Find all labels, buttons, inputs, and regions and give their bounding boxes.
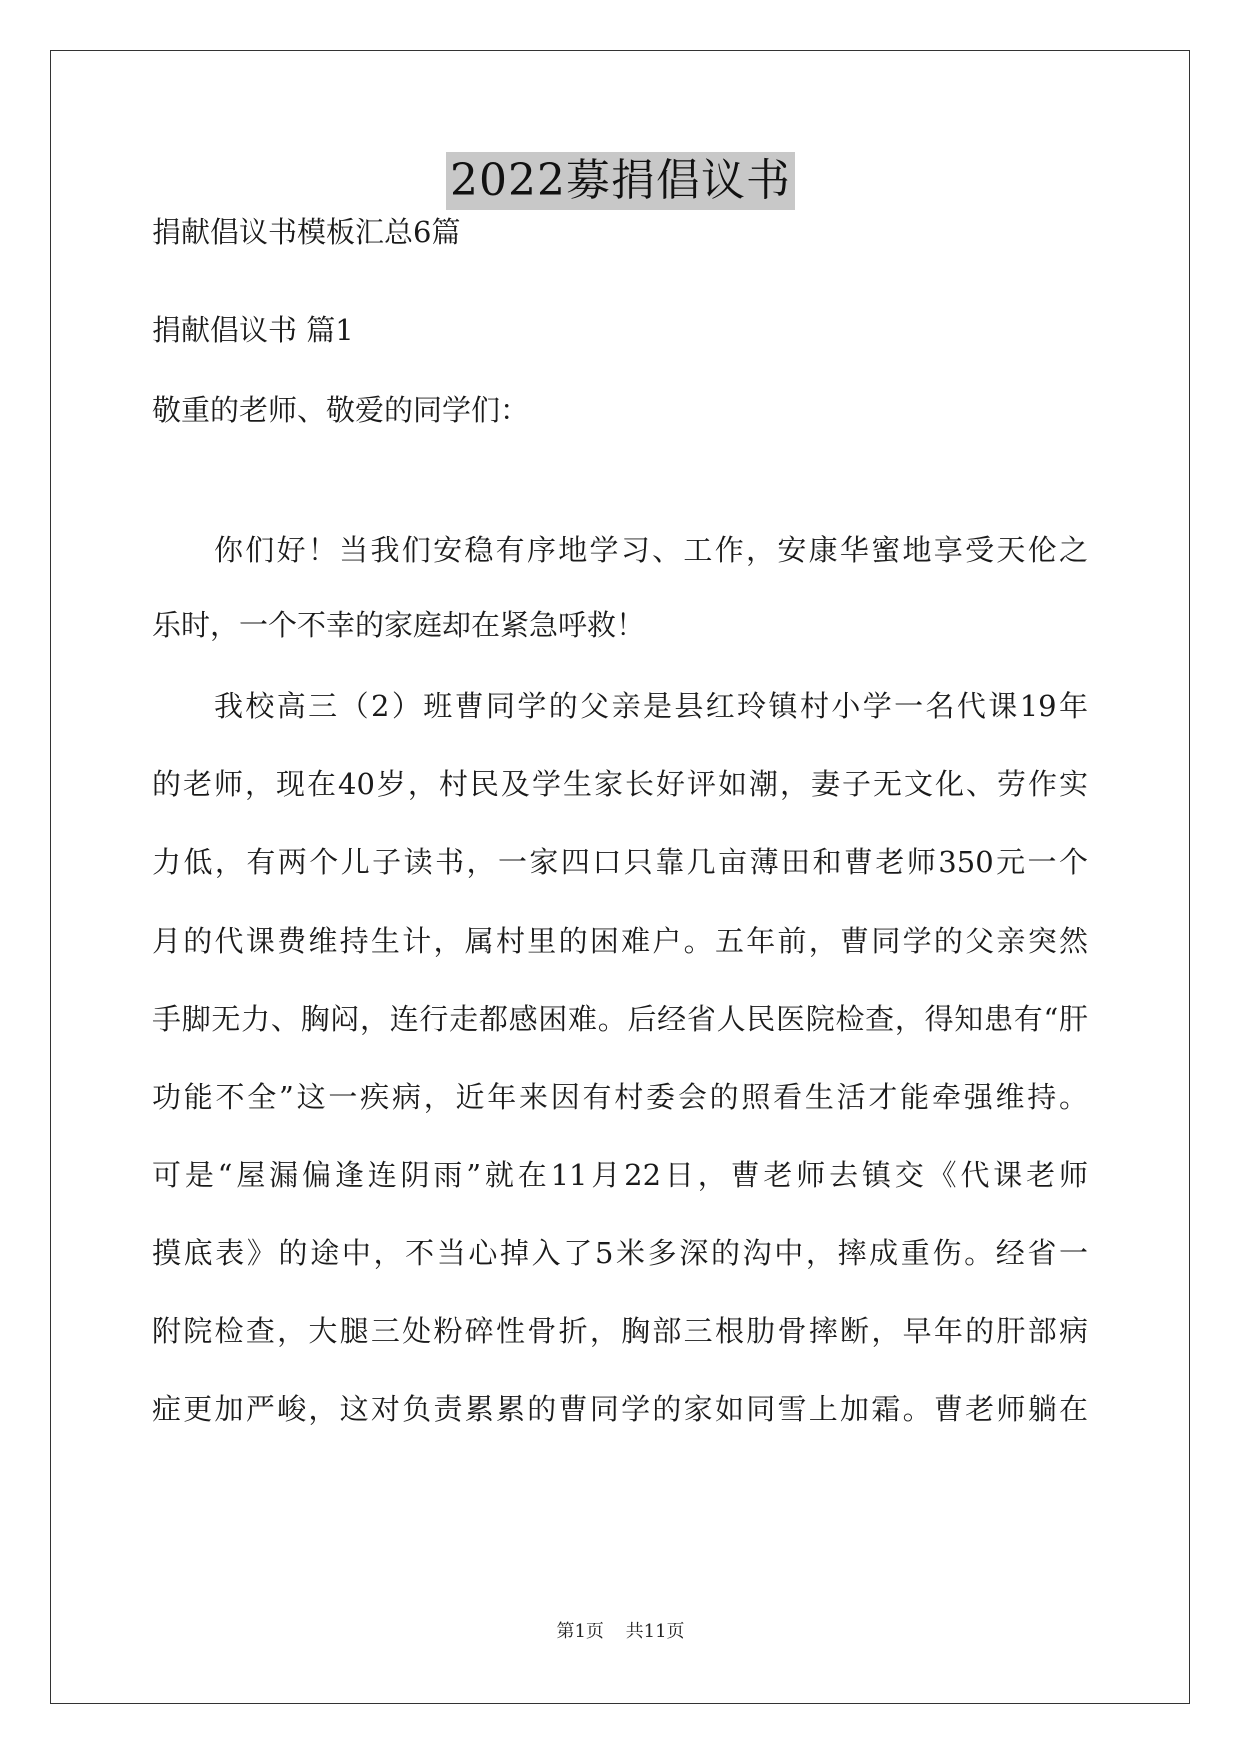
- page-total: 共11页: [625, 1621, 685, 1642]
- paragraph-2-line-7: 可是“屋漏偏逢连阴雨”就在11月22日，曹老师去镇交《代课老师: [152, 1158, 1088, 1192]
- page-number: 第1页: [556, 1621, 604, 1642]
- page-footer: [0, 1620, 1241, 1644]
- document-subtitle: 捐献倡议书模板汇总6篇: [152, 215, 461, 249]
- section-heading: 捐献倡议书 篇1: [152, 313, 354, 347]
- document-title: 2022募捐倡议书: [446, 152, 795, 210]
- paragraph-2-line-4: 月的代课费维持生计，属村里的困难户。五年前，曹同学的父亲突然: [152, 924, 1088, 958]
- paragraph-2-line-6: 功能不全”这一疾病，近年来因有村委会的照看生活才能牵强维持。: [152, 1080, 1088, 1114]
- paragraph-2-line-3: 力低，有两个儿子读书，一家四口只靠几亩薄田和曹老师350元一个: [152, 845, 1088, 879]
- paragraph-2-line-8: 摸底表》的途中，不当心掉入了5米多深的沟中，摔成重伤。经省一: [152, 1236, 1088, 1270]
- salutation: 敬重的老师、敬爱的同学们：: [152, 393, 530, 427]
- paragraph-1-line-2: 乐时，一个不幸的家庭却在紧急呼救！: [152, 608, 646, 642]
- paragraph-2-line-10: 症更加严峻，这对负责累累的曹同学的家如同雪上加霜。曹老师躺在: [152, 1392, 1088, 1426]
- title-container: [0, 152, 1241, 210]
- paragraph-1-line-1: 你们好！当我们安稳有序地学习、工作，安康华蜜地享受天伦之: [214, 533, 1088, 567]
- paragraph-2-line-2: 的老师，现在40岁，村民及学生家长好评如潮，妻子无文化、劳作实: [152, 767, 1088, 801]
- paragraph-2-line-9: 附院检查，大腿三处粉碎性骨折，胸部三根肋骨摔断，早年的肝部病: [152, 1314, 1088, 1348]
- paragraph-2-line-1: 我校高三（2）班曹同学的父亲是县红玲镇村小学一名代课19年: [214, 689, 1088, 723]
- paragraph-2-line-5: 手脚无力、胸闷，连行走都感困难。后经省人民医院检查，得知患有“肝: [152, 1002, 1088, 1036]
